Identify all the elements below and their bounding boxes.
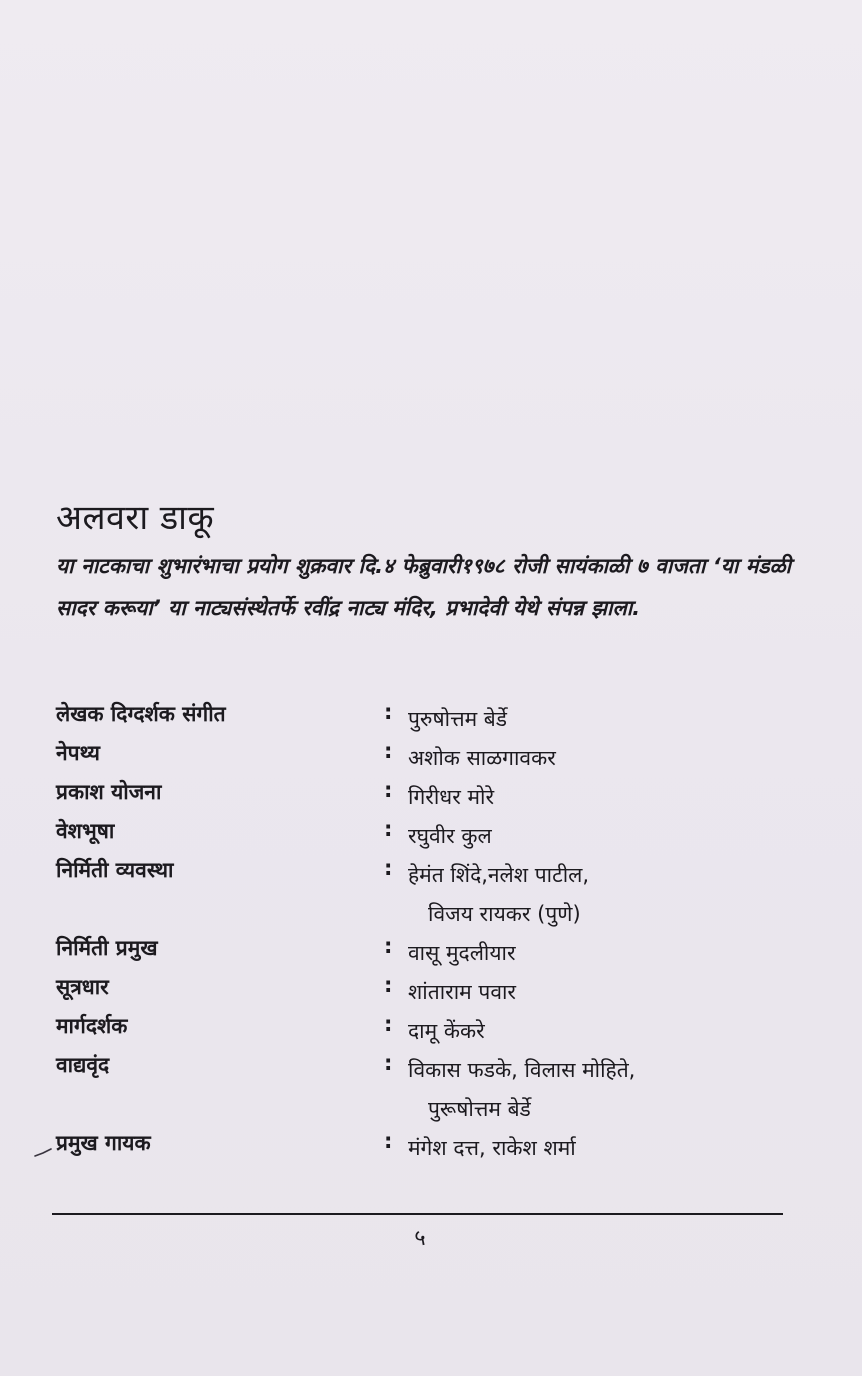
play-title: अलवरा डाकू <box>56 497 215 538</box>
credit-name-line: हेमंत शिंदे,नलेश पाटील, <box>408 863 590 887</box>
credit-separator: : <box>384 973 393 997</box>
credit-role: लेखक दिग्दर्शक संगीत <box>56 702 226 726</box>
credit-name-line: दामू केंकरे <box>408 1019 485 1043</box>
credit-name-line: वासू मुदलीयार <box>408 941 516 965</box>
page-number: ५ <box>414 1226 426 1251</box>
credit-separator: : <box>384 856 393 880</box>
premiere-note: या नाटकाचा शुभारंभाचा प्रयोग शुक्रवार दि.४ फेब्रुवारी१९७८ रोजी सायंकाळी ७ वाजता ‘या मंडळी सादर करूया’ या नाट्यसंस्थेतर्फे रवींद्र नाट्य मंदिर, प्रभादेवी येथे संपन्न झाला. <box>56 554 791 620</box>
credit-names <box>408 1129 576 1168</box>
credit-role: वाद्यवृंद <box>56 1053 110 1077</box>
credit-names <box>408 1051 635 1129</box>
credit-separator: : <box>384 739 393 763</box>
credit-separator: : <box>384 700 393 724</box>
credit-role: प्रमुख गायक <box>56 1131 151 1155</box>
credit-names <box>408 1012 485 1051</box>
credit-role: मार्गदर्शक <box>56 1014 128 1038</box>
credit-separator: : <box>384 778 393 802</box>
credit-separator: : <box>384 1012 393 1036</box>
credit-role: वेशभूषा <box>56 819 115 843</box>
credit-names <box>408 700 507 739</box>
footer-divider <box>52 1213 783 1215</box>
credit-role: प्रकाश योजना <box>56 780 162 804</box>
credit-role: निर्मिती व्यवस्था <box>56 858 174 882</box>
credit-separator: : <box>384 1129 393 1153</box>
credit-name-line: पुरूषोत्तम बेर्डे <box>428 1097 531 1121</box>
credit-names <box>408 856 589 934</box>
credit-role: नेपथ्य <box>56 741 100 765</box>
credit-name-line: विकास फडके, विलास मोहिते, <box>408 1058 636 1082</box>
credit-names <box>408 934 516 973</box>
credit-name-line: शांताराम पवार <box>408 980 517 1004</box>
credit-separator: : <box>384 934 393 958</box>
credit-role: निर्मिती प्रमुख <box>56 936 158 960</box>
pen-check-mark <box>34 1148 52 1158</box>
credit-names <box>408 778 494 817</box>
credit-name-line: विजय रायकर (पुणे) <box>428 902 581 926</box>
credit-names <box>408 739 556 778</box>
credit-name-line: गिरीधर मोरे <box>408 785 495 809</box>
credit-name-line: पुरुषोत्तम बेर्डे <box>408 707 508 731</box>
credit-separator: : <box>384 1051 393 1075</box>
credit-names <box>408 817 492 856</box>
credit-name-line: मंगेश दत्त, राकेश शर्मा <box>408 1136 576 1160</box>
credit-role: सूत्रधार <box>56 975 109 999</box>
credit-name-line: अशोक साळगावकर <box>408 746 556 770</box>
credit-separator: : <box>384 817 393 841</box>
credit-names <box>408 973 516 1012</box>
credit-name-line: रघुवीर कुल <box>408 824 492 848</box>
